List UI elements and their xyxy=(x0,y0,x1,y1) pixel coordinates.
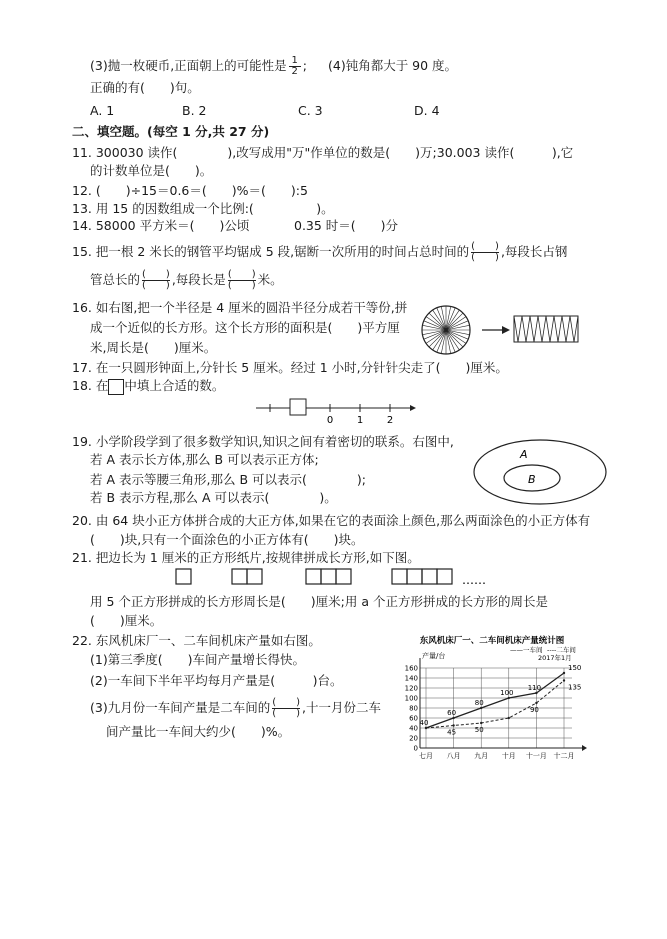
q10-option-b[interactable]: B. 2 xyxy=(182,103,207,118)
chart-x-axis-arrow-icon xyxy=(582,745,587,751)
chart-x-tick-label: 十月 xyxy=(501,752,516,760)
q15-blank-fraction-1[interactable]: $\frac{( )}{( )}$ xyxy=(471,241,499,263)
chart-series-2-point xyxy=(425,727,427,729)
q10-item3: (3)抛一枚硬币,正面朝上的可能性是 $\frac{1}{2}$ ; xyxy=(90,55,307,77)
chart-series-1-point xyxy=(535,692,537,694)
q18-blank-box[interactable] xyxy=(108,379,124,395)
pattern-square xyxy=(392,569,407,584)
q10-option-d[interactable]: D. 4 xyxy=(414,103,440,118)
chart-title: 东风机床厂一、二车间机床产量统计图 xyxy=(419,636,565,646)
number-line-blank-box[interactable] xyxy=(290,399,306,415)
q10-option-a[interactable]: A. 1 xyxy=(90,103,115,118)
q19-line4: 若 B 表示方程,那么 A 可以表示( )。 xyxy=(90,490,337,505)
q11-line2: 的计数单位是( )。 xyxy=(90,163,213,178)
q10-fraction: $\frac{1}{2}$ xyxy=(289,56,301,77)
chart-series-2-data-label: 50 xyxy=(474,726,484,734)
q22-line1: 22. 东风机床厂一、二车间机床产量如右图。 xyxy=(72,633,321,648)
q20-line1: 20. 由 64 块小正方体拼合成的大正方体,如果在它的表面涂上颜色,那么两面涂色的小正方体有 xyxy=(72,513,591,528)
q16-line1: 16. 如右图,把一个半径是 4 厘米的圆沿半径分成若干等份,拼 xyxy=(72,300,408,315)
q17: 17. 在一只圆形钟面上,分针长 5 厘米。经过 1 小时,分针针尖走了( )厘米。 xyxy=(72,360,508,375)
q22-blank-fraction[interactable]: $\frac{( )}{( )}$ xyxy=(272,697,301,719)
section-2-heading: 二、填空题。(每空 1 分,共 27 分) xyxy=(72,124,270,139)
chart-series-1-data-label: 40 xyxy=(419,719,429,727)
chart-x-tick-label: 八月 xyxy=(446,752,461,760)
pattern-square xyxy=(232,569,247,584)
chart-y-tick-label: 140 xyxy=(404,674,418,683)
q16-circle-to-rectangle-figure xyxy=(418,300,584,360)
chart-x-tick-label: 七月 xyxy=(419,752,433,760)
chart-series-1-data-label: 100 xyxy=(500,689,514,697)
circle-radius-line xyxy=(429,330,446,347)
pattern-square xyxy=(336,569,351,584)
chart-series-1-line xyxy=(426,673,564,728)
q11-line1: 11. 300030 读作( ),改写成用"万"作单位的数是( )万;30.003 读作( ),它 xyxy=(72,145,574,160)
chart-ylabel: 产量/台 xyxy=(422,652,446,660)
q12: 12. ( )÷15＝0.6＝( )%＝( ):5 xyxy=(72,183,308,198)
chart-y-tick-label: 100 xyxy=(404,694,418,703)
pattern-square xyxy=(437,569,452,584)
chart-legend-series-2: ----二车间 xyxy=(547,646,576,654)
chart-series-2-point xyxy=(508,717,510,719)
chart-series-1-point xyxy=(508,697,510,699)
q16-line2: 成一个近似的长方形。这个长方形的面积是( )平方厘 xyxy=(90,320,400,335)
q18-number-line xyxy=(250,396,420,426)
chart-series-1-point xyxy=(480,707,482,709)
q18: 18. 在 中填上合适的数。 xyxy=(72,378,225,393)
rectangle-zigzag xyxy=(514,316,578,342)
q22-line2: (1)第三季度( )车间产量增长得快。 xyxy=(90,652,305,667)
label-a: A xyxy=(520,448,528,461)
q21-line1: 21. 把边长为 1 厘米的正方形纸片,按规律拼成长方形,如下图。 xyxy=(72,550,420,565)
chart-series-2-data-label: 90 xyxy=(529,706,539,714)
pattern-square xyxy=(321,569,336,584)
q15-blank-fraction-3[interactable]: $\frac{( )}{( )}$ xyxy=(227,269,256,291)
circle-radius-line xyxy=(429,313,446,330)
chart-y-tick-label: 60 xyxy=(409,714,418,723)
ellipse-a xyxy=(474,440,606,504)
chart-y-tick-label: 160 xyxy=(404,664,418,673)
number-line-arrow-icon xyxy=(410,405,416,411)
q21-line2: 用 5 个正方形拼成的长方形周长是( )厘米;用 a 个正方形拼成的长方形的周长是 xyxy=(90,594,548,609)
chart-legend-series-1: ——一车间 xyxy=(510,646,543,654)
q10-item4: (4)钝角都大于 90 度。 xyxy=(328,58,458,73)
q15-line2: 管总长的 $\frac{( )}{( )}$ ,每段长是 $\frac{( )}{( )}$ 米。 xyxy=(90,269,283,291)
q10-question: 正确的有( )句。 xyxy=(90,80,200,95)
q19-line1: 19. 小学阶段学到了很多数学知识,知识之间有着密切的联系。右图中, xyxy=(72,434,454,449)
chart-series-1-data-label: 80 xyxy=(474,699,484,707)
sector-circle xyxy=(422,306,470,354)
q21-line3: ( )厘米。 xyxy=(90,613,163,628)
circle-radius-line xyxy=(446,330,463,347)
q22-line4: (3)九月份一车间产量是二车间的 $\frac{( )}{( )}$ ,十一月份二车 xyxy=(90,697,382,719)
arrow-icon xyxy=(502,326,510,334)
chart-series-1-point xyxy=(452,717,454,719)
production-line-chart xyxy=(392,632,592,764)
q13: 13. 用 15 的因数组成一个比例:( )。 xyxy=(72,201,334,216)
chart-series-2-point xyxy=(535,702,537,704)
pattern-square xyxy=(247,569,262,584)
chart-series-2-data-label: 45 xyxy=(447,728,457,737)
chart-series-1-data-label: 60 xyxy=(447,709,457,717)
q14-part1: 14. 58000 平方米＝( )公顷 xyxy=(72,218,250,233)
q14-part2: 0.35 时＝( )分 xyxy=(294,218,399,233)
circle-radius-line xyxy=(446,313,463,330)
chart-y-tick-label: 80 xyxy=(409,704,418,713)
chart-series-2-point xyxy=(480,722,482,724)
chart-date-note: 2017年1月 xyxy=(538,654,572,662)
tick-label-0: 0 xyxy=(326,415,334,426)
q15-line1: 15. 把一根 2 米长的钢管平均锯成 5 段,锯断一次所用的时间占总时间的 $\frac{( )}{( )}$ ,每段长占钢 xyxy=(72,241,568,263)
pattern-square xyxy=(407,569,422,584)
q19-line2: 若 A 表示长方体,那么 B 可以表示正方体; xyxy=(90,452,319,467)
chart-x-tick-label: 九月 xyxy=(474,752,489,760)
q20-line2: ( )块,只有一个面涂色的小正方体有( )块。 xyxy=(90,532,364,547)
pattern-ellipsis: …… xyxy=(462,573,486,587)
chart-series-2-point xyxy=(452,724,454,726)
chart-y-tick-label: 20 xyxy=(409,734,418,743)
q15-blank-fraction-2[interactable]: $\frac{( )}{( )}$ xyxy=(142,269,170,291)
chart-series-2-data-label: 135 xyxy=(568,683,582,692)
q16-line3: 米,周长是( )厘米。 xyxy=(90,340,217,355)
tick-label-1: 1 xyxy=(356,415,364,426)
pattern-square xyxy=(176,569,191,584)
chart-y-tick-label: 0 xyxy=(413,744,418,753)
pattern-square xyxy=(306,569,321,584)
q22-line3: (2)一车间下半年平均每月产量是( )台。 xyxy=(90,673,343,688)
chart-x-tick-label: 十一月 xyxy=(525,752,547,760)
tick-label-2: 2 xyxy=(386,415,394,426)
chart-x-tick-label: 十二月 xyxy=(553,752,575,760)
chart-series-1-data-label: 150 xyxy=(568,664,582,672)
chart-series-1-data-label: 110 xyxy=(527,684,542,692)
label-b: B xyxy=(528,473,536,486)
q22-line5: 间产量比一车间大约少( )%。 xyxy=(106,724,291,739)
q10-option-c[interactable]: C. 3 xyxy=(298,103,323,118)
q19-venn-diagram xyxy=(470,436,610,508)
q21-square-pattern xyxy=(170,566,520,590)
chart-series-1-point xyxy=(563,672,565,674)
q19-line3: 若 A 表示等腰三角形,那么 B 可以表示( ); xyxy=(90,472,366,487)
chart-series-2-point xyxy=(563,679,565,681)
chart-y-tick-label: 40 xyxy=(409,724,418,733)
chart-y-tick-label: 120 xyxy=(404,684,418,693)
pattern-square xyxy=(422,569,437,584)
